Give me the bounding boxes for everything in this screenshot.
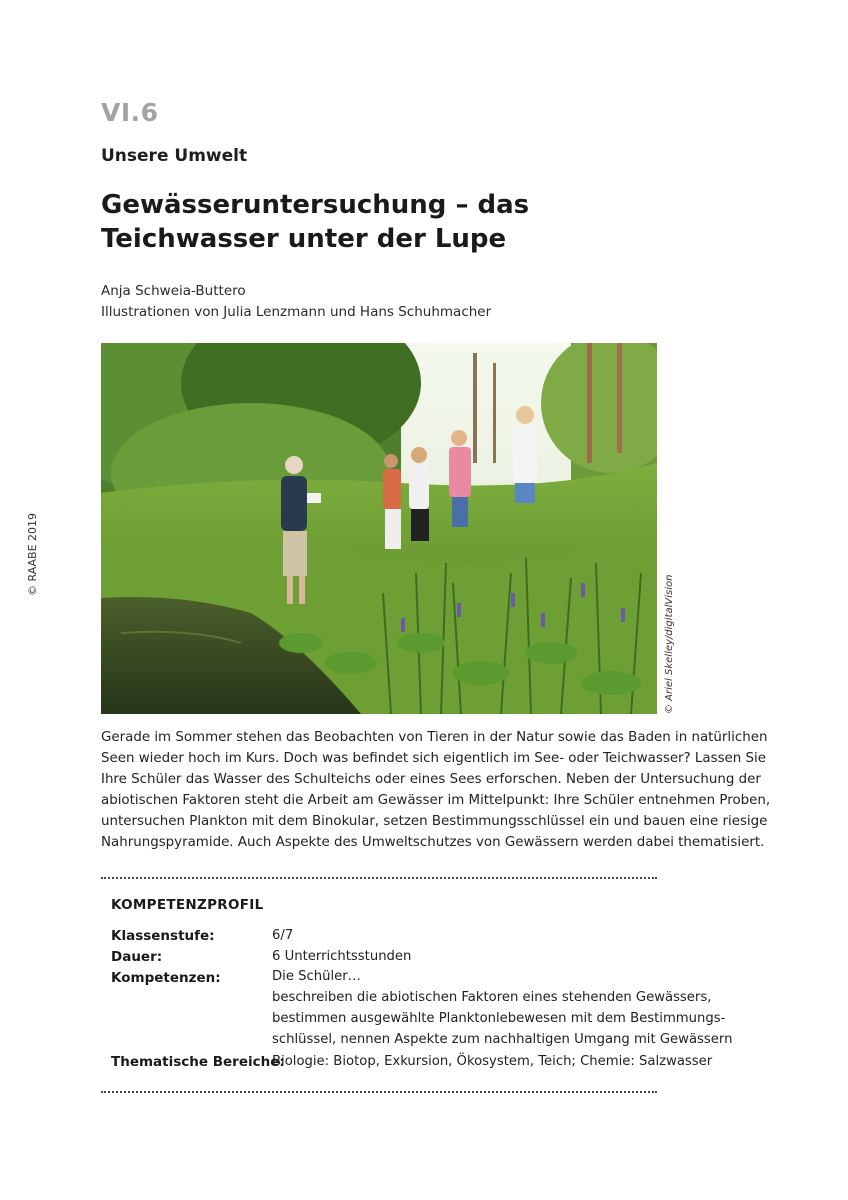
photo-credit: © Ariel Skelley/digitalVision — [664, 574, 675, 714]
competency-line: schlüssel, nennen Aspekte zum nachhaltigen Umgang mit Gewässern — [272, 1032, 733, 1047]
author-block — [101, 281, 491, 323]
competency-line: beschreiben die abiotischen Faktoren eines stehenden Gewässers, — [272, 990, 712, 1005]
divider-bottom — [101, 1091, 657, 1093]
page-title — [101, 188, 661, 256]
intro-line: Ihre Schüler das Wasser des Schulteichs oder eines Sees erforschen. Neben der Untersuchung der — [101, 772, 761, 787]
divider-top — [101, 877, 657, 879]
grade-label: Klassenstufe: — [111, 928, 215, 944]
competencies-value — [272, 966, 732, 1050]
competency-line: bestimmen ausgewählte Planktonlebewesen mit dem Bestimmungs- — [272, 1011, 726, 1026]
topics-value: Biologie: Biotop, Exkursion, Ökosystem, Teich; Chemie: Salzwasser — [272, 1054, 713, 1069]
pond-photo-illustration — [101, 343, 657, 714]
duration-value: 6 Unterrichtsstunden — [272, 949, 412, 964]
intro-line: untersuchen Plankton mit dem Binokular, setzen Bestimmungsschlüssel ein und bauen eine riesige — [101, 814, 768, 829]
unit-label: Unsere Umwelt — [101, 146, 248, 166]
illustrators: Illustrationen von Julia Lenzmann und Hans Schuhmacher — [101, 304, 492, 320]
author-name: Anja Schweia-Buttero — [101, 283, 246, 299]
copyright-notice: © RAABE 2019 — [26, 512, 39, 596]
title-line-1: Gewässeruntersuchung – das — [101, 190, 530, 220]
intro-line: abiotischen Faktoren steht die Arbeit am Gewässer im Mittelpunkt: Ihre Schüler entnehmen Proben, — [101, 793, 771, 808]
grade-value: 6/7 — [272, 928, 294, 943]
topics-label: Thematische Bereiche: — [111, 1054, 285, 1070]
intro-paragraph — [101, 727, 771, 853]
section-number: VI.6 — [101, 98, 159, 127]
intro-line: Gerade im Sommer stehen das Beobachten von Tieren in der Natur sowie das Baden in natürlichen — [101, 730, 768, 745]
competencies-label: Kompetenzen: — [111, 970, 221, 986]
profile-heading: KOMPETENZPROFIL — [111, 897, 264, 913]
cover-photo — [101, 343, 657, 714]
duration-label: Dauer: — [111, 949, 163, 965]
intro-line: Nahrungspyramide. Auch Aspekte des Umweltschutzes von Gewässern werden dabei thematisiert. — [101, 835, 765, 850]
title-line-2: Teichwasser unter der Lupe — [101, 224, 507, 254]
intro-line: Seen wieder hoch im Kurs. Doch was befindet sich eigentlich im See- oder Teichwasser? Lassen Sie — [101, 751, 766, 766]
competency-line: Die Schüler… — [272, 969, 361, 984]
